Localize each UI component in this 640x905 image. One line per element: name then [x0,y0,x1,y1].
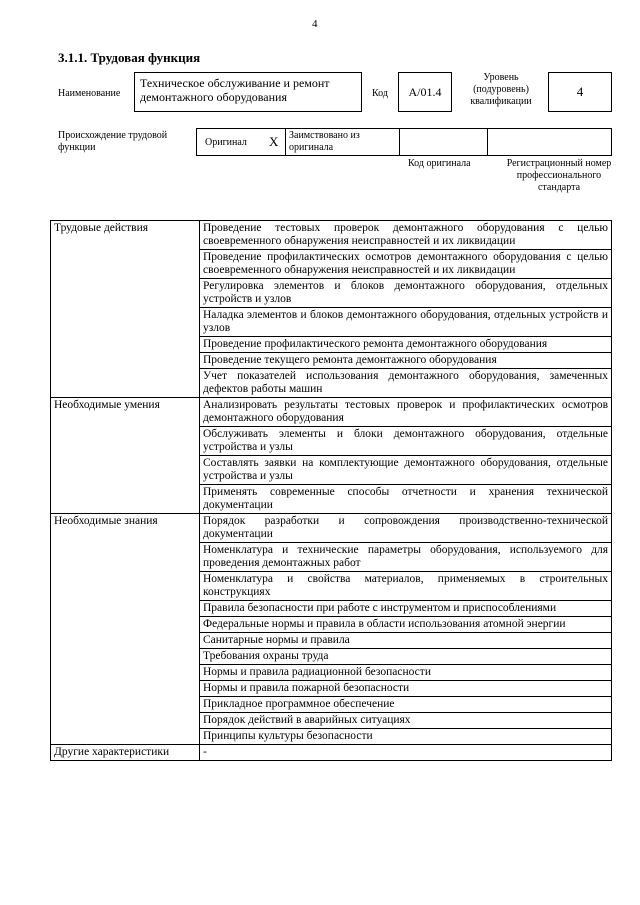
category-cell: Трудовые действия [51,221,200,398]
item-cell: Нормы и правила радиационной безопасности [200,665,612,681]
item-cell: Правила безопасности при работе с инструментом и приспособлениями [200,601,612,617]
item-cell: Требования охраны труда [200,649,612,665]
borrowed-label: Заимствовано из оригинала [289,130,360,153]
function-table [50,220,612,761]
category-cell: Необходимые знания [51,514,200,745]
item-cell: Проведение профилактического ремонта демонтажного оборудования [200,337,612,353]
item-cell: Составлять заявки на комплектующие демонтажного оборудования, отдельные устройства и узлы [200,456,612,485]
origin-label: Происхождение трудовой функции [58,130,168,153]
code-original-label: Код оригинала [408,158,471,169]
item-cell: Федеральные нормы и правила в области использования атомной энергии [200,617,612,633]
level-label: Уровень (подуровень) квалификации [470,72,532,107]
item-cell: Регулировка элементов и блоков демонтажного оборудования, отдельных устройств и узлов [200,279,612,308]
item-cell: Применять современные способы отчетности и хранения технической документации [200,485,612,514]
item-cell: Нормы и правила пожарной безопасности [200,681,612,697]
item-cell: Прикладное программное обеспечение [200,697,612,713]
table-row [51,398,612,427]
original-label: Оригинал [205,137,247,148]
original-mark: X [269,134,279,149]
section-title: 3.1.1. Трудовая функция [58,50,201,65]
code-label: Код [372,88,388,99]
item-cell: Принципы культуры безопасности [200,729,612,745]
item-cell: Анализировать результаты тестовых проверок и профилактических осмотров демонтажного оборудования [200,398,612,427]
category-cell: Необходимые умения [51,398,200,514]
item-cell: Порядок действий в аварийных ситуациях [200,713,612,729]
level-box: 4 [548,72,612,112]
item-cell: Проведение текущего ремонта демонтажного оборудования [200,353,612,369]
item-cell: Проведение тестовых проверок демонтажного оборудования с целью своевременного обнаружения неисправностей и их ликвидации [200,221,612,250]
origin-original-cell [196,128,286,156]
function-name-box: Техническое обслуживание и ремонт демонтажного оборудования [134,72,362,112]
item-cell: Обслуживать элементы и блоки демонтажного оборудования, отдельные устройства и узлы [200,427,612,456]
item-cell: Наладка элементов и блоков демонтажного оборудования, отдельных устройств и узлов [200,308,612,337]
reg-number-label: Регистрационный номер профессионального стандарта [506,158,612,193]
table-row [51,745,612,761]
origin-code-cell [400,128,488,156]
item-cell: Номенклатура и технические параметры оборудования, используемого для проведения демонтажных работ [200,543,612,572]
page-number: 4 [312,18,318,30]
item-cell: - [200,745,612,761]
origin-borrowed-cell [286,128,400,156]
item-cell: Номенклатура и свойства материалов, применяемых в строительных конструкциях [200,572,612,601]
table-row [51,514,612,543]
table-row [51,221,612,250]
name-label: Наименование [58,88,121,99]
origin-reg-cell [488,128,612,156]
item-cell: Учет показателей использования демонтажного оборудования, замеченных дефектов работы машин [200,369,612,398]
item-cell: Санитарные нормы и правила [200,633,612,649]
category-cell: Другие характеристики [51,745,200,761]
item-cell: Проведение профилактических осмотров демонтажного оборудования с целью своевременного обнаружения неисправностей и их ликвидации [200,250,612,279]
code-box: А/01.4 [398,72,452,112]
item-cell: Порядок разработки и сопровождения производственно-технической документации [200,514,612,543]
